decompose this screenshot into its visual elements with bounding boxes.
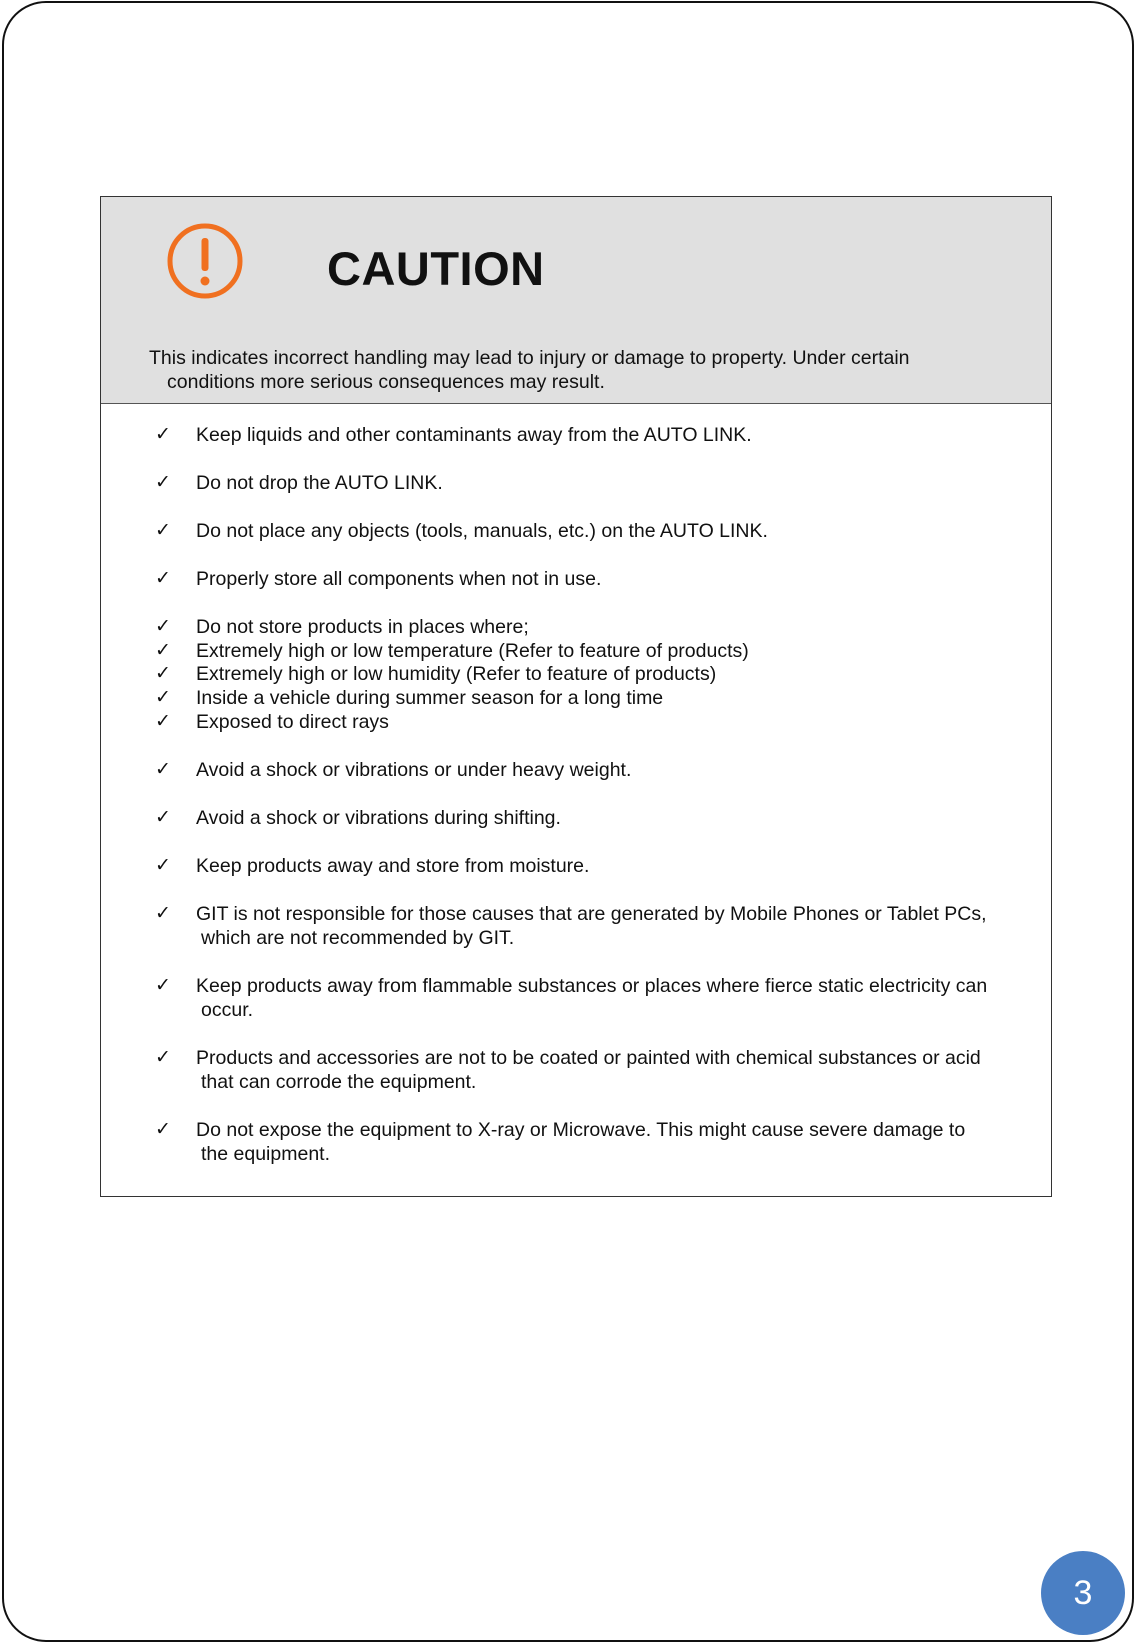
list-item-text: Do not place any objects (tools, manuals, etc.) on the AUTO LINK. bbox=[196, 520, 768, 542]
checkmark-icon: ✓ bbox=[155, 975, 171, 996]
list-item-continuation: that can corrode the equipment. bbox=[201, 1071, 477, 1093]
checkmark-icon: ✓ bbox=[155, 903, 171, 924]
list-item-text: Avoid a shock or vibrations or under heavy weight. bbox=[196, 759, 632, 781]
list-item-line: Do not expose the equipment to X-ray or Microwave. This might cause severe damage to bbox=[196, 1119, 966, 1141]
caution-title: CAUTION bbox=[327, 242, 545, 295]
list-item-line: Products and accessories are not to be coated or painted with chemical substances or acid bbox=[196, 1047, 981, 1069]
checkmark-icon: ✓ bbox=[155, 520, 171, 541]
list-item bbox=[155, 1118, 1041, 1166]
list-item bbox=[155, 758, 1041, 782]
checkmark-icon: ✓ bbox=[155, 807, 171, 828]
list-item-text bbox=[196, 1118, 1041, 1166]
caution-header bbox=[101, 197, 1051, 404]
checkmark-icon: ✓ bbox=[155, 687, 171, 708]
list-item-text: Keep liquids and other contaminants away from the AUTO LINK. bbox=[196, 424, 752, 446]
list-item-text: Extremely high or low temperature (Refer to feature of products) bbox=[196, 640, 749, 662]
caution-description-line2: conditions more serious consequences may result. bbox=[167, 371, 605, 393]
list-item-text bbox=[196, 974, 1041, 1022]
list-item bbox=[155, 1046, 1041, 1094]
list-item-continuation: which are not recommended by GIT. bbox=[201, 927, 515, 949]
checkmark-icon: ✓ bbox=[155, 424, 171, 445]
checkmark-icon: ✓ bbox=[155, 1119, 171, 1140]
checkmark-icon: ✓ bbox=[155, 1047, 171, 1068]
checkmark-icon: ✓ bbox=[155, 472, 171, 493]
caution-description-line1: This indicates incorrect handling may lead to injury or damage to property. Under certain bbox=[149, 347, 910, 369]
list-item bbox=[155, 854, 1041, 878]
list-item bbox=[155, 423, 1041, 447]
list-item bbox=[155, 519, 1041, 543]
list-item-text: Do not drop the AUTO LINK. bbox=[196, 472, 443, 494]
checkmark-icon: ✓ bbox=[155, 616, 171, 637]
checkmark-icon: ✓ bbox=[155, 759, 171, 780]
exclamation-circle-icon bbox=[165, 221, 245, 301]
caution-box bbox=[100, 196, 1052, 1197]
list-item bbox=[155, 471, 1041, 495]
list-item-text: Exposed to direct rays bbox=[196, 711, 389, 733]
list-item bbox=[155, 662, 1041, 686]
list-item bbox=[155, 639, 1041, 663]
list-item-continuation: the equipment. bbox=[201, 1143, 331, 1165]
list-item-text: Do not store products in places where; bbox=[196, 616, 529, 638]
list-item bbox=[155, 710, 1041, 734]
list-item-line: GIT is not responsible for those causes that are generated by Mobile Phones or Tablet PCs, bbox=[196, 903, 987, 925]
list-item bbox=[155, 567, 1041, 591]
list-item-text: Properly store all components when not in use. bbox=[196, 568, 602, 590]
list-item-text: Inside a vehicle during summer season for a long time bbox=[196, 687, 664, 709]
page-number-badge: 3 bbox=[1041, 1551, 1125, 1635]
checkmark-icon: ✓ bbox=[155, 568, 171, 589]
list-item bbox=[155, 615, 1041, 639]
list-item bbox=[155, 974, 1041, 1022]
caution-description bbox=[149, 346, 979, 394]
checkmark-icon: ✓ bbox=[155, 711, 171, 732]
list-item bbox=[155, 902, 1041, 950]
list-item-continuation: occur. bbox=[201, 999, 254, 1021]
checkmark-icon: ✓ bbox=[155, 855, 171, 876]
list-item-line: Keep products away from flammable substances or places where fierce static electricity can bbox=[196, 975, 988, 997]
list-item bbox=[155, 686, 1041, 710]
list-item-text bbox=[196, 1046, 1041, 1094]
checkmark-icon: ✓ bbox=[155, 640, 171, 661]
checkmark-icon: ✓ bbox=[155, 663, 171, 684]
list-item-text: Extremely high or low humidity (Refer to feature of products) bbox=[196, 663, 717, 685]
list-item-text: Keep products away and store from moisture. bbox=[196, 855, 590, 877]
list-item-text bbox=[196, 902, 1041, 950]
list-item bbox=[155, 806, 1041, 830]
list-item-text: Avoid a shock or vibrations during shifting. bbox=[196, 807, 561, 829]
